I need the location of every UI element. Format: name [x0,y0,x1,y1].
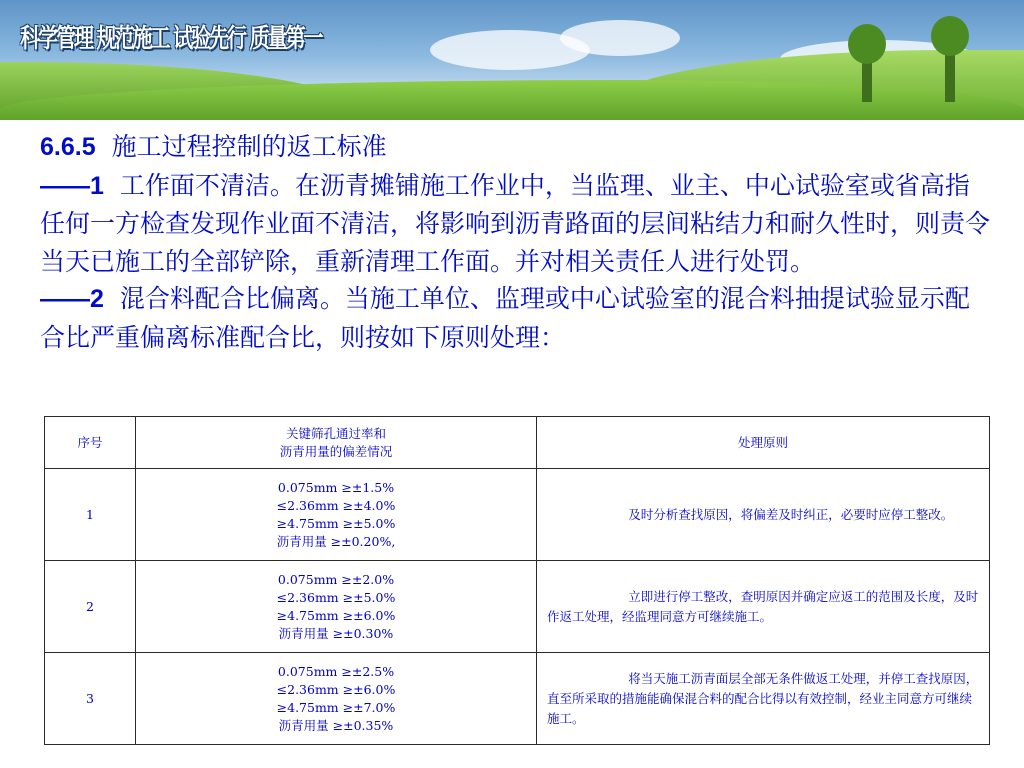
deviation-line: ≤2.36mm ≥±5.0% [276,589,396,605]
deviation-line: 0.075mm ≥±2.5% [277,663,395,679]
tree-icon [945,42,955,102]
cloud-decoration [560,20,680,56]
section-heading [40,128,990,167]
row-deviation [136,469,537,561]
row-deviation [136,561,537,653]
deviation-line: ≤2.36mm ≥±4.0% [276,497,396,513]
item-text: 混合料配合比偏离。当施工单位、监理或中心试验室的混合料抽提试验显示配合比严重偏离标准配合比，则按如下原则处理： [40,284,970,352]
row-principle: 将当天施工沥青面层全部无条件做返工处理，并停工查找原因，直至所采取的措施能确保混合料的配合比得以有效控制，经业主同意方可继续施工。 [537,653,990,745]
deviation-line: 0.075mm ≥±1.5% [277,479,395,495]
row-seq: 2 [45,561,136,653]
item-number: ——1 [40,171,104,200]
deviation-line: 沥青用量 ≥±0.30% [278,625,394,641]
section-number: 6.6.5 [40,133,96,161]
header-deviation-line: 沥青用量的偏差情况 [279,443,393,459]
deviation-line: ≥4.75mm ≥±6.0% [276,607,396,623]
item-number: ——2 [40,285,104,313]
item-text: 工作面不清洁。在沥青摊铺施工作业中，当监理、业主、中心试验室或省高指任何一方检查发现作业面不清洁，将影响到沥青路面的层间粘结力和耐久性时，则责令当天已施工的全部铲除，重新清理工作面。并对相关责任人进行处罚。 [40,170,991,276]
deviation-line: ≤2.36mm ≥±6.0% [276,681,396,697]
row-seq: 3 [45,653,136,745]
header-banner [0,0,1024,120]
deviation-line: ≥4.75mm ≥±7.0% [276,699,396,715]
table-row [45,469,990,561]
rework-standard-table [44,416,990,745]
table-row [45,561,990,653]
deviation-line: 沥青用量 ≥±0.20%, [276,533,396,549]
deviation-line: 沥青用量 ≥±0.35% [278,717,394,733]
tree-icon [862,50,872,102]
header-principle: 处理原则 [537,417,990,469]
header-seq: 序号 [45,417,136,469]
table-row [45,653,990,745]
slogan: 科学管理 规范施工 试验先行 质量第一 [20,24,322,54]
deviation-line: 0.075mm ≥±2.0% [277,571,395,587]
paragraph-item-1 [40,167,990,281]
row-seq: 1 [45,469,136,561]
paragraph-item-2 [40,280,990,356]
header-deviation [136,417,537,469]
table-header-row [45,417,990,469]
deviation-line: ≥4.75mm ≥±5.0% [276,515,396,531]
header-deviation-line: 关键筛孔通过率和 [285,425,386,441]
row-deviation [136,653,537,745]
main-content [40,128,990,356]
row-principle: 及时分析查找原因，将偏差及时纠正，必要时应停工整改。 [537,469,990,561]
section-title: 施工过程控制的返工标准 [111,132,387,161]
row-principle: 立即进行停工整改，查明原因并确定应返工的范围及长度，及时作返工处理，经监理同意方可继续施工。 [537,561,990,653]
